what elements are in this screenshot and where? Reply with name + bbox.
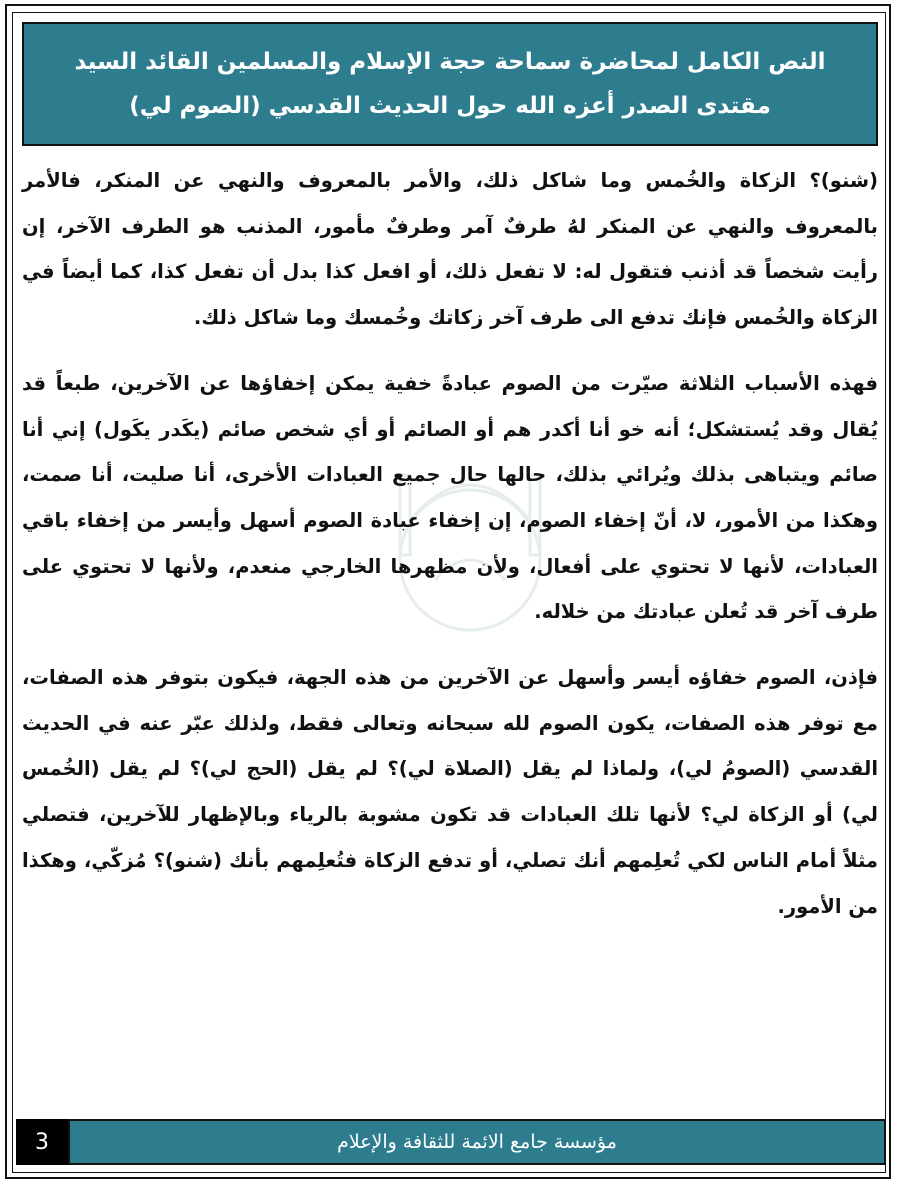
title-banner <box>22 22 878 146</box>
page-footer <box>16 1119 886 1165</box>
title-line-2: مقتدى الصدر أعزه الله حول الحديث القدسي (الصوم لي) <box>129 93 771 119</box>
article-body <box>22 158 878 929</box>
footer-org-name: مؤسسة جامع الائمة للثقافة والإعلام <box>68 1119 886 1165</box>
paragraph-3: فإذن، الصوم خفاؤه أيسر وأسهل عن الآخرين من هذه الجهة، فيكون بتوفر هذه الصفات، مع توفر هذه الصفات، يكون الصوم لله سبحانه وتعالى فقط، ولذلك عبّر عنه في الحديث القدسي (الصومُ لي)، ولماذا لم يقل (الصلاة لي)؟ لم يقل (الحج لي)؟ لم يقل (الخُمس لي) أو الزكاة لي؟ لأنها تلك العبادات قد تكون مشوبة بالرياء وبالإظهار للآخرين، فتصلي مثلاً أمام الناس لكي تُعلِمهم أنك تصلي، أو تدفع الزكاة فتُعلِمهم بأنك (شنو)؟ مُزكّي، وهكذا من الأمور. <box>22 666 878 918</box>
paragraph-2: فهذه الأسباب الثلاثة صيّرت من الصوم عبادةً خفية يمكن إخفاؤها عن الآخرين، طبعاً قد يُقال وقد يُستشكل؛ أنه خو أنا أكدر هم أو الصائم أو أي شخص صائم (يكَدر يكَول) إني أنا صائم ويتباهى بذلك ويُرائي بذلك، حالها حال جميع العبادات الأخرى، أنا صليت، أنا صمت، وهكذا من الأمور، لا، أنّ إخفاء الصوم، إن إخفاء عبادة الصوم أسهل وأيسر من إخفاء باقي العبادات، لأنها لا تحتوي على أفعال، ولأن مظهرها الخارجي منعدم، ولأنها لا تحتوي على طرف آخر قد تُعلن عبادتك من خلاله. <box>22 371 878 624</box>
paragraph-1: (شنو)؟ الزكاة والخُمس وما شاكل ذلك، والأمر بالمعروف والنهي عن المنكر، فالأمر بالمعروف والنهي عن المنكر لهُ طرفٌ آمر وطرفٌ مأمور، المذنب هو الطرف الآخر، إن رأيت شخصاً قد أذنب فتقول له: لا تفعل ذلك، أو افعل كذا بدل أن تفعل كذا، كما أيضاً في الزكاة والخُمس فإنك تدفع الى طرف آخر زكاتك وخُمسك وما شاكل ذلك. <box>22 169 878 330</box>
title-line-1: النص الكامل لمحاضرة سماحة حجة الإسلام والمسلمين القائد السيد <box>74 49 826 75</box>
page-number: 3 <box>16 1119 68 1165</box>
